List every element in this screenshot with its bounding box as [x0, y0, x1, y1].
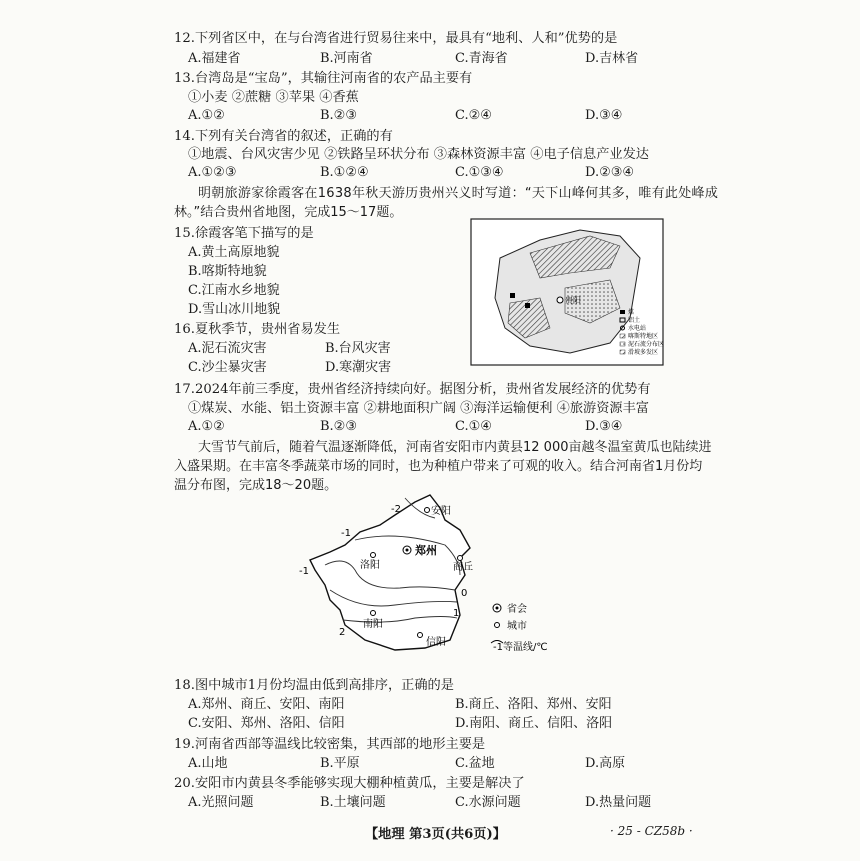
q19-stem: 19.河南省西部等温线比较密集，其西部的地形主要是	[174, 737, 486, 752]
q15-option-d: D.雪山冰川地貌	[188, 302, 281, 317]
intro-guizhou-line1: 明朝旅游家徐霞客在1638年秋天游历贵州兴义时写道：“天下山峰何其多，唯有此处峰成	[198, 186, 719, 201]
legend-karst: 喀斯特地区	[628, 333, 659, 340]
anyang-label: 安阳	[431, 506, 451, 517]
exam-code: · 25 - CZ58b ·	[610, 824, 693, 838]
legend-capital-dot	[496, 607, 499, 610]
intro-henan-line3: 温分布图，完成18～20题。	[174, 478, 338, 493]
xinyang-marker	[418, 633, 423, 638]
legend-coal: 煤	[628, 309, 635, 316]
q15-stem: 15.徐霞客笔下描写的是	[174, 226, 314, 241]
q14-option-b: B.①②④	[320, 165, 369, 180]
legend-coal-icon	[620, 310, 625, 314]
coal-marker	[510, 293, 515, 298]
luoyang-label: 洛阳	[360, 560, 380, 571]
henan-outline	[310, 495, 470, 650]
q14-option-a: A.①②③	[188, 165, 237, 180]
zhengzhou-capital-dot	[406, 549, 409, 552]
page-footer: 【地理 第3页(共6页)】	[365, 827, 506, 842]
legend-bauxite: 铝土	[628, 317, 641, 324]
luoyang-marker	[371, 553, 376, 558]
anyang-marker	[425, 508, 430, 513]
legend-city: 城市	[507, 621, 527, 632]
q15-option-a: A.黄土高原地貌	[188, 245, 280, 260]
q19-option-d: D.高原	[585, 756, 626, 771]
xinyang-label: 信阳	[426, 637, 446, 648]
legend-hydro: 水电站	[628, 325, 647, 332]
q20-option-a: A.光照问题	[188, 795, 254, 810]
isotherm-label-minus1-b: -1	[299, 566, 309, 577]
coal-marker-2	[525, 303, 530, 308]
q18-option-b: B.商丘、洛阳、郑州、安阳	[455, 697, 612, 712]
guiyang-label: 贵阳	[565, 296, 581, 305]
q12-option-d: D.吉林省	[585, 51, 639, 66]
legend-isotherm: -1等温线/℃	[493, 642, 548, 653]
q12-stem: 12.下列省区中，在与台湾省进行贸易往来中，最具有“地利、人和”优势的是	[174, 31, 618, 46]
q12-option-a: A.福建省	[188, 51, 241, 66]
q13-option-b: B.②③	[320, 108, 357, 123]
legend-debris-icon	[620, 342, 625, 346]
q13-option-c: C.②④	[455, 108, 492, 123]
q12-option-c: C.青海省	[455, 51, 508, 66]
q18-option-c: C.安阳、郑州、洛阳、信阳	[188, 716, 345, 731]
legend-landslide-icon	[620, 350, 625, 354]
legend-city-icon	[495, 623, 500, 628]
isotherm-label-minus1-a: -1	[341, 528, 351, 539]
q17-option-b: B.②③	[320, 419, 357, 434]
q13-stem: 13.台湾岛是“宝岛”，其输往河南省的农产品主要有	[174, 71, 473, 86]
q14-option-c: C.①③④	[455, 165, 504, 180]
legend-capital: 省会	[507, 604, 527, 615]
q16-option-d: D.寒潮灾害	[325, 360, 392, 375]
intro-henan-line1: 大雪节气前后，随着气温逐渐降低，河南省安阳市内黄县12 000亩越冬温室黄瓜也陆续进	[198, 440, 712, 455]
intro-henan-line2: 入盛果期。在丰富冬季蔬菜市场的同时，也为种植户带来了可观的收入。结合河南省1月份均	[174, 459, 703, 474]
q15-option-b: B.喀斯特地貌	[188, 264, 267, 279]
q18-option-a: A.郑州、商丘、安阳、南阳	[188, 697, 345, 712]
q16-stem: 16.夏秋季节，贵州省易发生	[174, 322, 341, 337]
q20-option-b: B.土壤问题	[320, 795, 386, 810]
guizhou-map	[470, 218, 664, 366]
isotherm-label-plus1: 1	[453, 608, 460, 619]
q18-option-d: D.南阳、商丘、信阳、洛阳	[455, 716, 613, 731]
nanyang-label: 南阳	[363, 619, 383, 630]
q19-option-c: C.盆地	[455, 756, 495, 771]
q19-option-b: B.平原	[320, 756, 360, 771]
isotherm-label-minus2: -2	[391, 504, 401, 515]
shangqiu-label: 商丘	[453, 562, 473, 573]
guiyang-marker	[557, 297, 563, 303]
q16-option-a: A.泥石流灾害	[188, 341, 267, 356]
legend-landslide: 滑坡多发区	[628, 349, 659, 356]
q20-option-c: C.水源问题	[455, 795, 521, 810]
q17-option-c: C.①④	[455, 419, 492, 434]
q18-stem: 18.图中城市1月份均温由低到高排序，正确的是	[174, 678, 454, 693]
isotherm-label-zero: 0	[461, 588, 468, 599]
q13-option-d: D.③④	[585, 108, 623, 123]
q16-option-c: C.沙尘暴灾害	[188, 360, 267, 375]
q17-stem: 17.2024年前三季度，贵州省经济持续向好。据图分析，贵州省发展经济的优势有	[174, 382, 651, 397]
q12-option-b: B.河南省	[320, 51, 373, 66]
legend-karst-icon	[620, 334, 625, 338]
isotherm-label-plus2: 2	[339, 627, 346, 638]
shangqiu-marker	[458, 556, 463, 561]
henan-map	[285, 490, 595, 665]
q17-option-d: D.③④	[585, 419, 623, 434]
q17-items: ①煤炭、水能、铝土资源丰富 ②耕地面积广阔 ③海洋运输便利 ④旅游资源丰富	[188, 401, 649, 416]
q15-option-c: C.江南水乡地貌	[188, 283, 280, 298]
intro-guizhou-line2: 林。”结合贵州省地图，完成15～17题。	[174, 205, 403, 220]
q17-option-a: A.①②	[188, 419, 225, 434]
q20-stem: 20.安阳市内黄县冬季能够实现大棚种植黄瓜，主要是解决了	[174, 776, 525, 791]
q14-stem: 14.下列有关台湾省的叙述，正确的有	[174, 129, 393, 144]
legend-debris: 泥石流分布区	[628, 341, 664, 348]
q16-option-b: B.台风灾害	[325, 341, 391, 356]
q14-option-d: D.②③④	[585, 165, 635, 180]
nanyang-marker	[371, 611, 376, 616]
q13-items: ①小麦 ②蔗糖 ③苹果 ④香蕉	[188, 90, 359, 105]
q14-items: ①地震、台风灾害少见 ②铁路呈环状分布 ③森林资源丰富 ④电子信息产业发达	[188, 147, 649, 162]
q19-option-a: A.山地	[188, 756, 228, 771]
q20-option-d: D.热量问题	[585, 795, 652, 810]
zhengzhou-label: 郑州	[415, 544, 437, 557]
q13-option-a: A.①②	[188, 108, 225, 123]
